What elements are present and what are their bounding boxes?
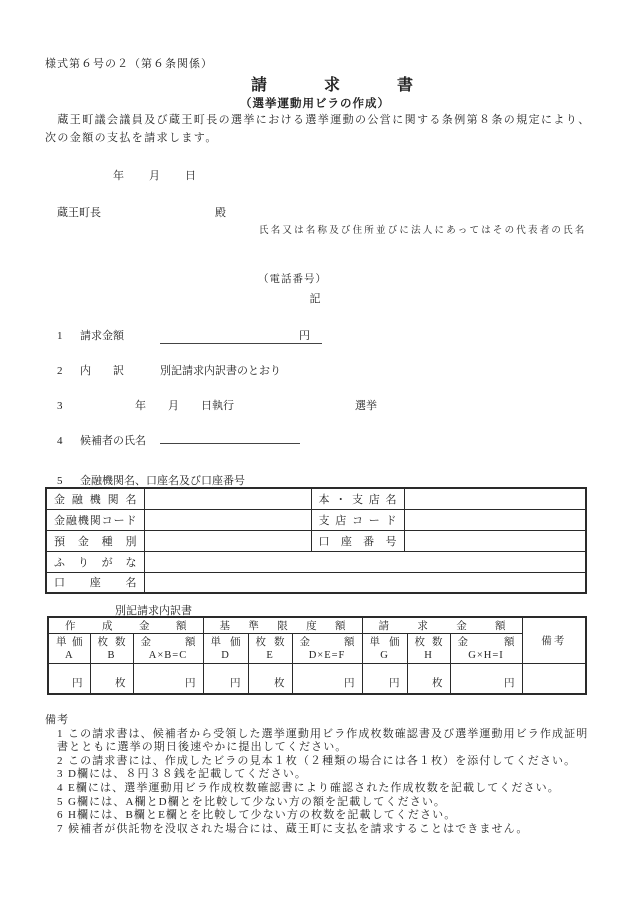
bank-code-value: [144, 509, 311, 530]
note-number: 4: [57, 781, 64, 794]
item-label: 年 月 日執行 選挙: [80, 400, 377, 412]
table-row: [46, 509, 586, 530]
col-unit-price-d: 単価: [210, 636, 241, 648]
intro-line-2: 次の金額の支払を請求します。: [45, 131, 218, 144]
note-continuation: 書とともに選挙の期日後速やかに提出してください。: [57, 741, 348, 754]
item-label: 候補者の氏名: [80, 435, 146, 447]
cell-sheets: 枚: [90, 664, 133, 694]
note-item: [45, 809, 595, 823]
note-text: E欄には、選挙運動用ビラ作成枚数確認書により確認された作成枚数を記載してください。: [68, 781, 560, 794]
cell-yen: 円: [450, 664, 522, 694]
account-name-label: 口座名: [54, 577, 137, 590]
branch-name-label: 本・支店名: [318, 493, 397, 506]
col-letter: D: [221, 649, 230, 661]
item-number: 5: [57, 475, 63, 487]
col-formula: D×E=F: [308, 649, 346, 661]
col-amount-c: 金額: [140, 636, 196, 648]
note-item: [45, 796, 595, 810]
table-row: [46, 551, 586, 572]
note-text: D欄には、８円３８銭を記載してください。: [68, 768, 307, 781]
col-unit-price-g: 単価: [369, 636, 400, 648]
col-amount-f: 金額: [299, 636, 355, 648]
detail-table-caption: 別記請求内訳書: [115, 605, 192, 617]
intro-line-1: 蔵王町議会議員及び蔵王町長の選挙における選挙運動の公営に関する条例第８条の規定により、: [45, 114, 591, 126]
group-production-amount: 作成金額: [65, 621, 187, 632]
recipient-line: [57, 204, 226, 220]
item-claim-amount: [57, 327, 322, 344]
branch-code-value: [404, 509, 586, 530]
note-text: G欄には、A欄とD欄とを比較して少ない方の額を記載してください。: [68, 795, 447, 808]
note-number: 7: [57, 822, 64, 835]
note-number: 5: [57, 795, 64, 808]
note-text: この請求書には、作成したビラの見本１枚（２種類の場合には各１枚）を添付してください。: [68, 754, 577, 767]
date-line: 年 月 日: [113, 170, 197, 182]
furigana-value: [144, 551, 586, 572]
col-letter: H: [424, 649, 433, 661]
note-text: H欄には、B欄とE欄とを比較して少ない方の枚数を記載してください。: [68, 809, 457, 822]
table-row: [48, 664, 586, 694]
claim-amount-blank: [160, 327, 322, 344]
item-bank-info: [57, 472, 245, 488]
col-sheets-h: 枚数: [414, 636, 443, 648]
item-number: 2: [57, 365, 63, 377]
item-candidate-name: [57, 432, 300, 448]
note-number: 6: [57, 809, 64, 822]
item-number: 1: [57, 330, 63, 342]
note-number: 2: [57, 754, 64, 767]
item-label: 金融機関名、口座名及び口座番号: [80, 475, 245, 487]
cell-yen: 円: [48, 664, 90, 694]
recipient-honorific: 殿: [215, 207, 226, 219]
note-text: 候補者が供託物を没収された場合には、蔵王町に支払を請求することはできません。: [68, 822, 529, 835]
note-item: [45, 823, 595, 837]
item-label: 内 訳: [80, 365, 124, 377]
group-standard-limit: 基準限度額: [219, 621, 346, 632]
note-item: [45, 728, 595, 742]
col-letter: G: [380, 649, 389, 661]
remarks-empty-cell: [522, 664, 586, 694]
table-row: [46, 530, 586, 551]
branch-name-value: [404, 488, 586, 509]
group-claim-amount: 請求金額: [378, 621, 506, 632]
bank-name-label: 金融機関名: [54, 493, 137, 506]
col-letter: A: [64, 649, 74, 661]
form-number: 様式第６号の２（第６条関係）: [45, 58, 213, 70]
notes-section: [45, 714, 595, 836]
intro-paragraph: [45, 112, 597, 147]
note-item: [45, 768, 595, 782]
col-unit-price-a: 単価: [56, 636, 83, 648]
cell-yen: 円: [133, 664, 203, 694]
table-row: [46, 572, 586, 593]
item-number: 3: [57, 400, 63, 412]
col-sheets-b: 枚数: [97, 636, 126, 648]
table-row: [48, 617, 586, 634]
page-title-row: [0, 72, 630, 95]
furigana-label: ふりがな: [54, 556, 137, 569]
recipient-name: 蔵王町長: [57, 207, 101, 219]
item-label: 請求金額: [80, 330, 124, 342]
page-title: 請求書: [250, 77, 470, 94]
billing-detail-table: [47, 616, 587, 695]
deposit-type-value: [144, 530, 311, 551]
table-row: [48, 634, 586, 664]
cell-sheets: 枚: [248, 664, 292, 694]
bank-name-value: [144, 488, 311, 509]
cell-sheets: 枚: [407, 664, 450, 694]
col-amount-i: 金額: [457, 636, 515, 648]
note-number: 1: [57, 727, 64, 740]
item-breakdown: [57, 362, 281, 378]
claimant-name-note: 氏名又は名称及び住所並びに法人にあってはその代表者の氏名: [259, 226, 587, 236]
bank-code-label: 金融機関コード: [54, 514, 137, 527]
remarks-header: 備考: [541, 636, 567, 647]
table-row: [46, 488, 586, 509]
notes-heading: 備考: [45, 714, 70, 726]
account-number-label: 口座番号: [318, 535, 397, 548]
note-item: [45, 782, 595, 796]
cell-yen: 円: [292, 664, 362, 694]
col-letter: E: [266, 649, 274, 661]
cell-yen: 円: [203, 664, 248, 694]
col-formula: A×B=C: [148, 649, 188, 661]
item-election-date: [57, 397, 377, 413]
col-formula: G×H=I: [468, 649, 504, 661]
col-letter: B: [107, 649, 116, 661]
branch-code-label: 支店コード: [318, 514, 397, 527]
note-number: 3: [57, 768, 64, 781]
account-name-value: [144, 572, 586, 593]
cell-yen: 円: [362, 664, 407, 694]
deposit-type-label: 預金種別: [54, 535, 137, 548]
breakdown-value: 別記請求内訳書のとおり: [160, 365, 281, 377]
note-text: この請求書は、候補者から受領した選挙運動用ビラ作成枚数確認書及び選挙運動用ビラ作成証明: [68, 727, 589, 740]
page-subtitle: （選挙運動用ビラの作成）: [240, 98, 390, 110]
ki-marker: 記: [309, 293, 321, 305]
phone-number-label: （電話番号）: [258, 274, 327, 285]
candidate-name-blank: [160, 443, 300, 444]
yen-unit: 円: [299, 330, 310, 342]
account-number-value: [404, 530, 586, 551]
bank-account-table: [45, 487, 587, 594]
item-number: 4: [57, 435, 63, 447]
note-item: [45, 755, 595, 769]
col-sheets-e: 枚数: [255, 636, 285, 648]
